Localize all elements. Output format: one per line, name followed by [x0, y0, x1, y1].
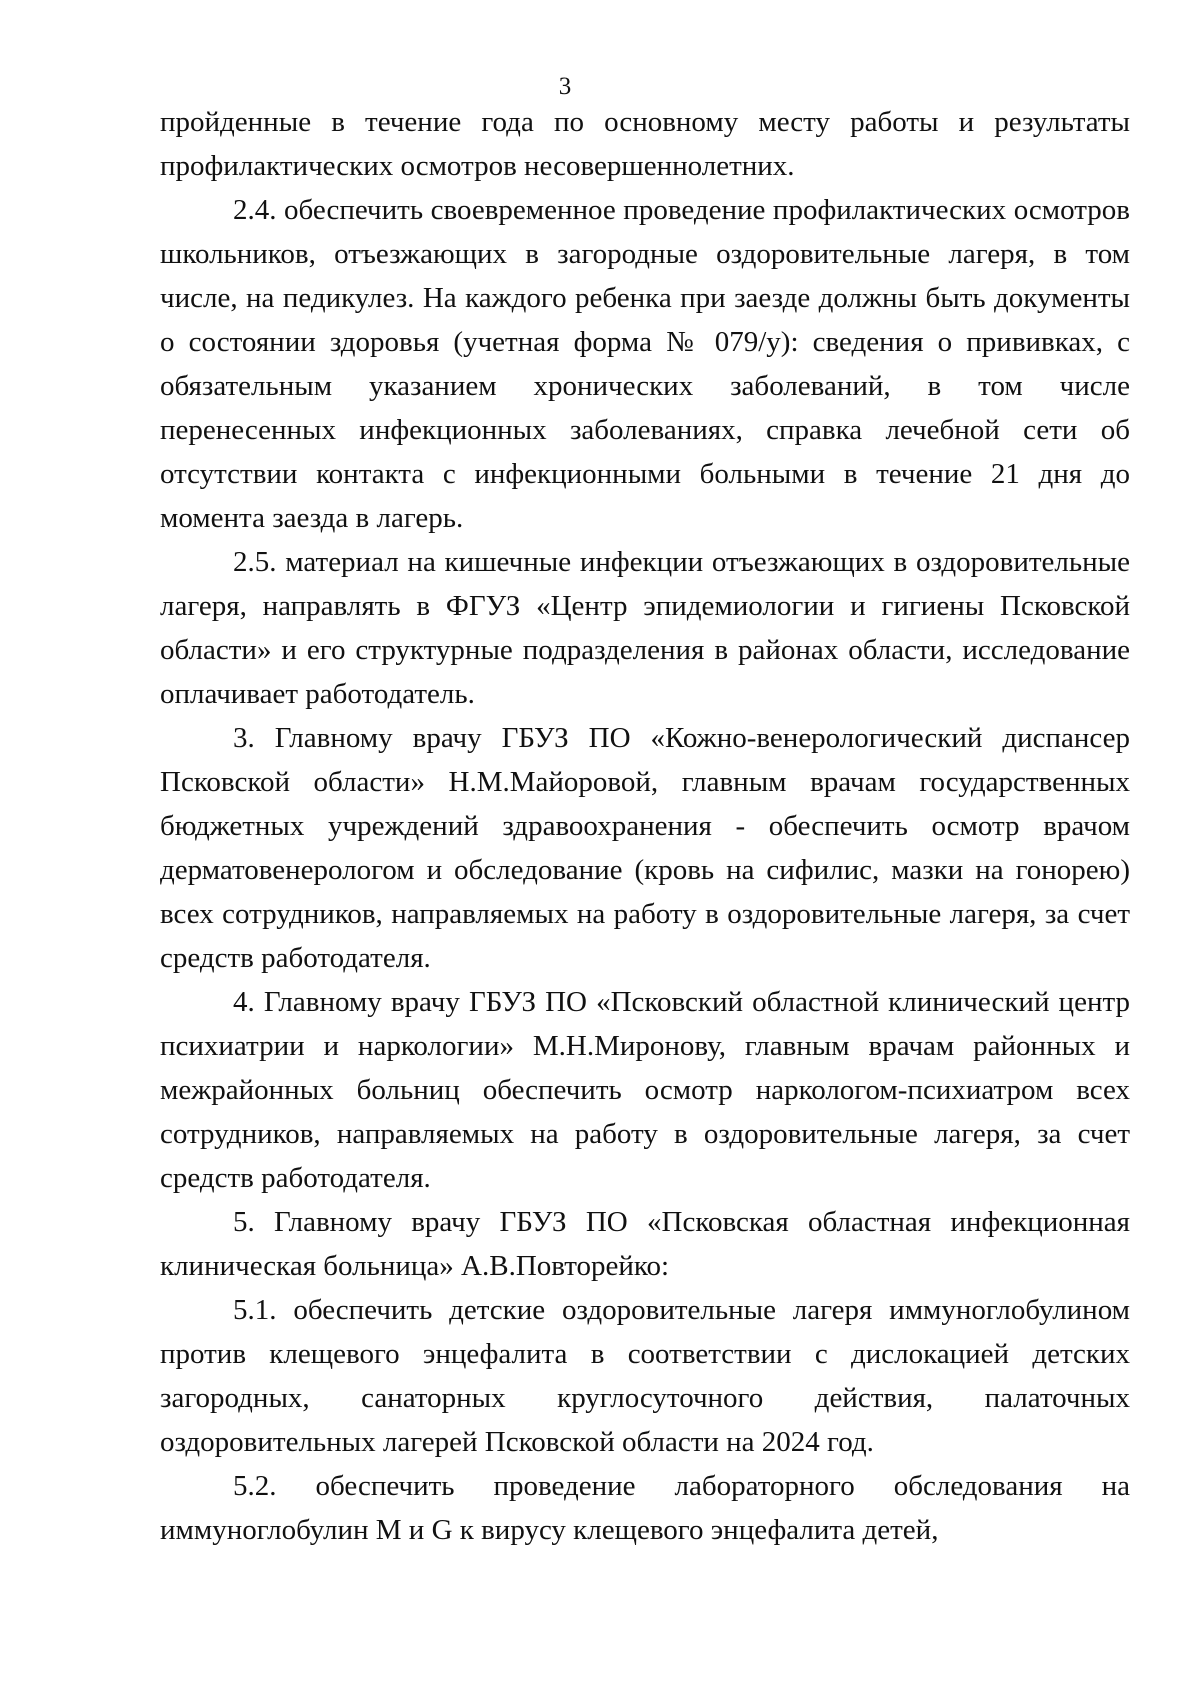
paragraph-4: 4. Главному врачу ГБУЗ ПО «Псковский областной клинический центр психиатрии и наркологии» М.Н.Миронову, главным врачам районных и межрайонных больниц обеспечить осмотр наркологом-психиатром всех сотрудников, направляемых на работу в оздоровительные лагеря, за счет средств работодателя. [160, 986, 1130, 1194]
paragraph-5-2: 5.2. обеспечить проведение лабораторного обследования на иммуноглобулин М и G к вирусу клещевого энцефалита детей, [160, 1470, 1130, 1546]
paragraph-3: 3. Главному врачу ГБУЗ ПО «Кожно-венерологический диспансер Псковской области» Н.М.Майоровой, главным врачам государственных бюджетных учреждений здравоохранения - обеспечить осмотр врачом дерматовенерологом и обследование (кровь на сифилис, мазки на гонорею) всех сотрудников, направляемых на работу в оздоровительные лагеря, за счет средств работодателя. [160, 722, 1130, 974]
page-number: 3 [558, 73, 572, 100]
paragraph-5: 5. Главному врачу ГБУЗ ПО «Псковская областная инфекционная клиническая больница» А.В.Повторейко: [160, 1206, 1130, 1282]
document-body [160, 100, 1130, 1552]
paragraph-continuation: пройденные в течение года по основному месту работы и результаты профилактических осмотров несовершеннолетних. [160, 106, 1130, 182]
paragraph-5-1: 5.1. обеспечить детские оздоровительные лагеря иммуноглобулином против клещевого энцефалита в соответствии с дислокацией детских загородных, санаторных круглосуточного действия, палаточных оздоровительных лагерей Псковской области на 2024 год. [160, 1294, 1130, 1458]
paragraph-2-4: 2.4. обеспечить своевременное проведение профилактических осмотров школьников, отъезжающих в загородные оздоровительные лагеря, в том числе, на педикулез. На каждого ребенка при заезде должны быть документы о состоянии здоровья (учетная форма № 079/у): сведения о прививках, с обязательным указанием хронических заболеваний, в том числе перенесенных инфекционных заболеваниях, справка лечебной сети об отсутствии контакта с инфекционными больными в течение 21 дня до момента заезда в лагерь. [160, 194, 1130, 534]
paragraph-2-5: 2.5. материал на кишечные инфекции отъезжающих в оздоровительные лагеря, направлять в ФГУЗ «Центр эпидемиологии и гигиены Псковской области» и его структурные подразделения в районах области, исследование оплачивает работодатель. [160, 546, 1130, 710]
